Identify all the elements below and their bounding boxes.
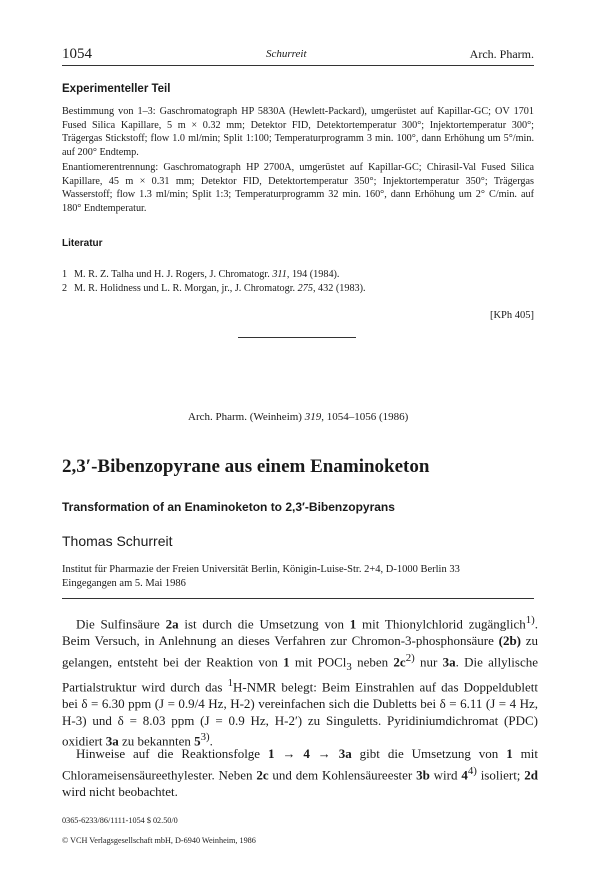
citation-journal: Arch. Pharm. (Weinheim): [188, 411, 305, 423]
author-affiliation: [62, 563, 460, 590]
reference-pages: , 432 (1983).: [312, 282, 366, 294]
text-run: ist durch die Umsetzung von: [178, 616, 350, 632]
reference-item: [62, 268, 534, 282]
compound-label: 3b: [416, 766, 430, 782]
text-run: neben: [351, 653, 394, 669]
text-run: . Die allylische Partialstruktur wird durch das: [62, 653, 538, 695]
text-run: nur: [414, 653, 443, 669]
text-run: mit Thionylchlorid zugänglich: [356, 616, 526, 632]
article-citation: [188, 411, 408, 423]
reference-volume: 275: [297, 282, 313, 294]
reference-item: [62, 282, 534, 296]
text-run: Hinweise auf die Reaktionsfolge: [76, 746, 269, 761]
experimental-paragraph-1: Bestimmung von 1–3: Gaschromatograph HP 5830A (Hewlett-Packard), umgerüstet auf Kapillar-GC; OV 1701 Fused Silica Kapillare, 5 m × 0.32 mm; Detektor FID, Detektortemperatur 300°; Injektortemperatur 300°; Trägergas Stickstoff; flow 1.0 ml/min; Split 1:100; Temperaturprogramm 3 min. 100°, dann Erhöhung um 5°/min. auf 200° Endtemp.: [62, 106, 534, 158]
running-head: [62, 46, 538, 64]
section-divider: [238, 337, 356, 338]
reaction-sequence: 1 → 4 → 3a: [268, 746, 352, 761]
text-run: mit POCl: [289, 653, 347, 669]
text-run: zu gelangen, entsteht bei der Reaktion von: [62, 632, 538, 669]
reference-pages: , 194 (1984).: [286, 269, 340, 280]
footnote-ref: 2): [405, 651, 415, 664]
compound-label: 1: [506, 746, 513, 761]
reference-volume: 311: [272, 269, 287, 280]
compound-label: 4: [461, 766, 468, 782]
compound-label: (2b): [498, 632, 521, 648]
subscript: 3: [346, 660, 352, 673]
experimental-paragraph-2: Enantiomerentrennung: Gaschromatograph HP 2700A, umgerüstet auf Kapillar-GC; Chirasil-Val Fused Silica Kapillare, 45 m × 0.31 mm; Detektor FID, Detektortemperatur 350°; Injektortemperatur 350°; Trägergas Wasserstoff; flow 1.3 ml/min; Split 1:3; Temperaturprogramm 32 min. 160°, dann Erhöhung um 2° C/min. auf 180° Endtemperatur.: [62, 162, 534, 214]
reference-text: M. R. Holidness und L. R. Morgan, jr., J. Chromatogr.: [74, 282, 298, 294]
received-date: Eingegangen am 5. Mai 1986: [62, 577, 186, 589]
article-rule: [62, 598, 534, 599]
reference-number: 1: [62, 269, 68, 280]
page-number: 1054: [62, 46, 92, 62]
text-run: gibt die Umsetzung von: [351, 746, 507, 761]
text-run: H-NMR belegt: Beim Einstrahlen auf das Doppeldublett bei δ = 6.30 ppm (J = 0.9/4 Hz, H-2) vereinfachen sich die Dubletts bei δ = 6.11 (J = 4 Hz, H-3) und δ = 8.03 ppm (J = 0.9 Hz, H-2′) zu Singuletts. Pyridiniumdichromat (PDC) oxidiert: [62, 679, 538, 749]
compound-label: 3a: [442, 653, 456, 669]
footnote-ref: 3): [200, 731, 210, 744]
compound-label: 2d: [524, 766, 538, 782]
text-run: und dem Kohlensäureester: [268, 766, 417, 782]
compound-label: 2c: [256, 766, 269, 782]
article-code: 0365-6233/86/1111-1054 $ 02.50/0: [62, 816, 178, 825]
text-run: mit Chlorameisensäureethylester. Neben: [62, 746, 539, 782]
compound-label: 1: [283, 653, 290, 669]
reference-list: [62, 268, 534, 295]
running-head-author: Schurreit: [266, 48, 307, 60]
running-head-journal: Arch. Pharm.: [469, 47, 534, 61]
text-run: wird: [429, 766, 462, 782]
compound-label: 5: [194, 733, 201, 749]
superscript: 1: [227, 677, 233, 690]
footnote-ref: 4): [467, 764, 477, 777]
article-title-english: Transformation of an Enaminoketon to 2,3′-Bibenzopyrans: [62, 500, 395, 514]
footnote-ref: 1): [525, 614, 535, 626]
compound-label: 3a: [105, 733, 119, 749]
text-run: isoliert;: [476, 766, 525, 782]
text-run: zu bekannten: [118, 733, 195, 749]
text-run: Die Sulfinsäure: [76, 616, 166, 632]
literature-heading: Literatur: [62, 238, 103, 249]
text-run: .: [209, 733, 213, 749]
manuscript-code: [KPh 405]: [489, 310, 534, 321]
article-title: 2,3′-Bibenzopyrane aus einem Enaminoketon: [62, 456, 430, 477]
reference-number: 2: [62, 282, 68, 294]
header-rule: [62, 65, 534, 66]
experimental-heading: Experimenteller Teil: [62, 83, 171, 95]
text-run: . Beim Versuch, in Anlehnung an dieses Verfahren zur Chromon-3-phosphonsäure: [62, 616, 539, 648]
body-paragraph-2: [62, 746, 538, 800]
body-paragraph-1: [62, 612, 538, 750]
copyright-line: © VCH Verlagsgesellschaft mbH, D-6940 Weinheim, 1986: [62, 836, 256, 845]
compound-label: 1: [349, 616, 357, 632]
compound-label: 2a: [165, 616, 179, 632]
compound-label: 2c: [393, 653, 406, 669]
citation-volume: 319: [304, 411, 322, 423]
text-run: wird nicht beobachtet.: [62, 783, 178, 799]
citation-pages: , 1054–1056 (1986): [321, 411, 409, 423]
affiliation-address: Institut für Pharmazie der Freien Universität Berlin, Königin-Luise-Str. 2+4, D-1000 Berlin 33: [62, 564, 460, 575]
reference-text: M. R. Z. Talha und H. J. Rogers, J. Chromatogr.: [74, 269, 273, 280]
article-author: Thomas Schurreit: [62, 533, 173, 549]
